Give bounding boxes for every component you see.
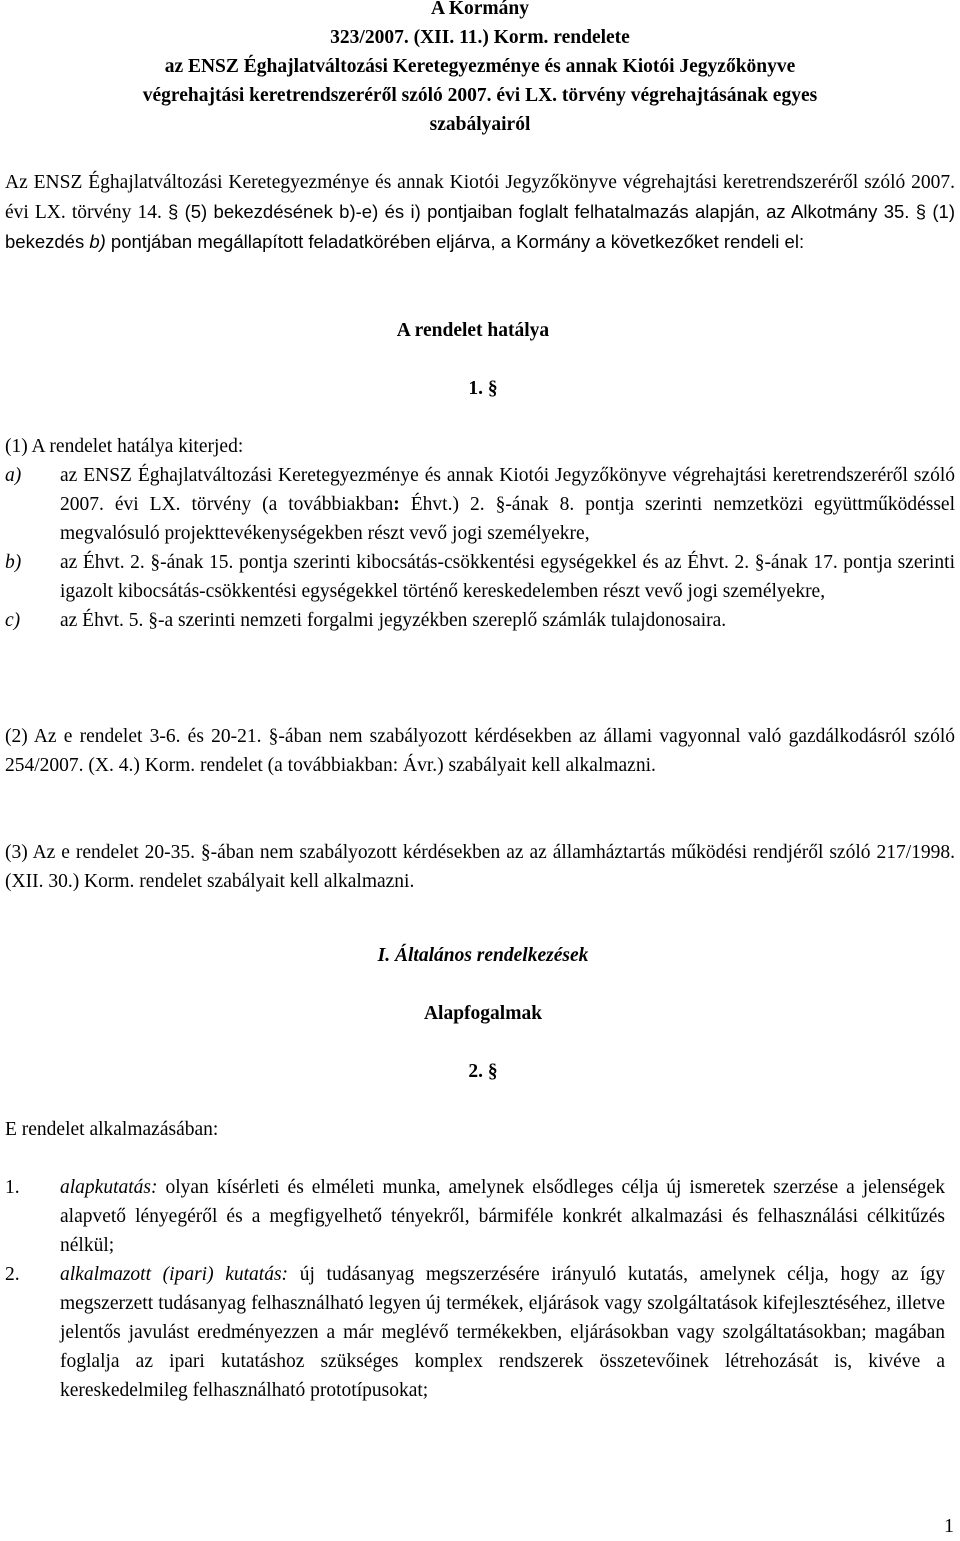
item-text xyxy=(60,1260,945,1405)
list-item xyxy=(5,606,955,635)
item-text-colon: : xyxy=(393,494,400,515)
paragraph-3: (3) Az e rendelet 20-35. §-ában nem szabályozott kérdésekben az az államháztartás működési rendjéről szóló 217/1998. (XII. 30.) Korm. rendelet szabályait kell alkalmazni. xyxy=(5,842,955,892)
title-line-1: A Kormány xyxy=(430,0,530,19)
definitions-list xyxy=(5,1173,945,1405)
decree-title xyxy=(0,0,960,139)
list-item xyxy=(5,1173,945,1260)
list-item xyxy=(5,548,955,606)
item-marker: b) xyxy=(5,552,22,573)
chapter-heading xyxy=(10,941,956,970)
item-text: az Éhvt. 5. §-a szerinti nemzeti forgalmi jegyzékben szereplő számlák tulajdonosaira. xyxy=(60,610,727,631)
scope-intro: (1) A rendelet hatálya kiterjed: xyxy=(5,436,244,457)
scope-list xyxy=(5,461,955,635)
item-text xyxy=(60,461,955,548)
definition-term: alkalmazott (ipari) kutatás: xyxy=(60,1264,289,1285)
title-line-5: szabályairól xyxy=(429,114,531,135)
item-marker: 2. xyxy=(5,1264,20,1285)
list-item xyxy=(5,461,955,548)
page-number: 1 xyxy=(944,1515,954,1537)
item-text-part: az ENSZ Éghajlatváltozási Keretegyezménye és annak Kiotói Jegyzőkönyve végrehajtási keretrendszeréről szóló 2007. évi LX. törvény (a továbbiakban xyxy=(60,465,955,515)
paragraph-2: (2) Az e rendelet 3-6. és 20-21. §-ában nem szabályozott kérdésekben az állami vagyonnal való gazdálkodásról szóló 254/2007. (X. 4.) Korm. rendelet (a továbbiakban: Ávr.) szabályait kell alkalmazni. xyxy=(5,726,955,776)
preamble-part-2: § (5) bekezdésének b)-e) és i) pontjaiban foglalt felhatalmazás alapján, az Alkotmány 35. § (1) bekezdés xyxy=(5,201,956,252)
section-number-2: 2. § xyxy=(468,1061,498,1082)
item-text xyxy=(60,1173,945,1260)
subheading-definitions: Alapfogalmak xyxy=(423,1003,543,1024)
item-marker: a) xyxy=(5,465,22,486)
item-marker: 1. xyxy=(5,1177,20,1198)
definitions-intro: E rendelet alkalmazásában: xyxy=(5,1119,219,1140)
preamble-part-4: pontjában megállapított feladatkörében eljárva, a Kormány a következőket rendeli el: xyxy=(105,231,805,252)
item-marker: c) xyxy=(5,610,21,631)
item-text-part: Éhvt.) 2. §-ának 8. pontja szerinti nemzetközi együttműködéssel megvalósuló projekttevékenységekben részt vevő jogi személyekre, xyxy=(60,494,955,544)
list-item xyxy=(5,1260,945,1405)
title-line-3: az ENSZ Éghajlatváltozási Keretegyezménye és annak Kiotói Jegyzőkönyve xyxy=(164,56,796,77)
preamble xyxy=(5,168,955,257)
section-number-1: 1. § xyxy=(468,378,498,399)
title-line-2: 323/2007. (XII. 11.) Korm. rendelete xyxy=(330,27,630,48)
preamble-part-1: Az ENSZ Éghajlatváltozási Keretegyezménye és annak Kiotói Jegyzőkönyve végrehajtási keretrendszeréről szóló 2007. évi LX. törvény 14. xyxy=(5,172,955,223)
title-line-4: végrehajtási keretrendszeréről szóló 2007. évi LX. törvény végrehajtásának egyes xyxy=(142,85,818,106)
definition-term: alapkutatás: xyxy=(60,1177,158,1198)
preamble-part-3: b) xyxy=(89,231,106,252)
chapter-heading-text: I. Általános rendelkezések xyxy=(377,945,589,966)
definition-text: olyan kísérleti és elméleti munka, amelynek elsődleges célja új ismeretek szerzése a jelenségek alapvető lényegéről és a megfigyelhető tényekről, bármiféle konkrét alkalmazási és felhasználási célkitűzés nélkül; xyxy=(60,1177,945,1256)
item-text: az Éhvt. 2. §-ának 15. pontja szerinti kibocsátás-csökkentési egységekkel és az Éhvt. 2. §-ának 17. pontja szerinti igazolt kibocsátás-csökkentési egységekkel történő kereskedelemben részt vevő jogi személyekre, xyxy=(60,552,955,602)
section-heading-scope: A rendelet hatálya xyxy=(396,320,550,341)
definition-text: új tudásanyag megszerzésére irányuló kutatás, amelynek célja, hogy az így megszerzett tudásanyag felhasználható legyen új termékek, eljárások vagy szolgáltatások kifejlesztéséhez, illetve jelentős javulást eredményezzen a már meglévő termékekben, eljárásokban vagy szolgáltatásokban; magában foglalja az ipari kutatáshoz szükséges komplex rendszerek összetevőinek létrehozását is, kivéve a kereskedelmileg felhasználható prototípusokat; xyxy=(60,1264,946,1401)
